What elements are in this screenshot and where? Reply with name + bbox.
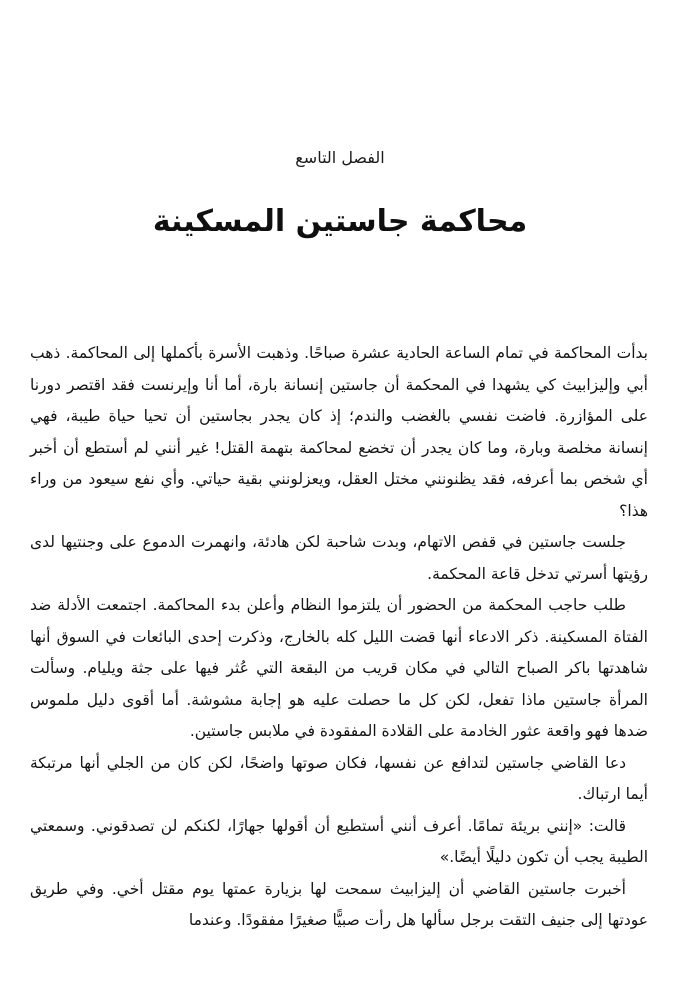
paragraph-1: بدأت المحاكمة في تمام الساعة الحادية عشرة صباحًا. وذهبت الأسرة بأكملها إلى المحاكمة. ذهب أبي وإليزابيث كي يشهدا في المحكمة أن جاستين إنسانة بارة، أما أنا وإيرنست فقد اقتصر دورنا على المؤازرة. فاضت نفسي بالغضب والندم؛ إذ كان يجدر بجاستين أن تحيا حياة طيبة، فهي إنسانة مخلصة وبارة، وما كان يجدر أن تخضع لمحاكمة بتهمة القتل! غير أنني لم أستطع أن أخبر أي شخص بما أعرفه، فقد يظنونني مختل العقل، ويعزلونني بقية حياتي. وأي نفع سيعود من وراء هذا؟ (30, 344, 648, 520)
chapter-number: الفصل التاسع (295, 148, 385, 167)
paragraph-6: أخبرت جاستين القاضي أن إليزابيث سمحت لها بزيارة عمتها يوم مقتل أخي. وفي طريق عودتها إلى جنيف التقت برجل سألها هل رأت صبيًّا صغيرًا مفقودًا. وعندما (30, 879, 648, 929)
paragraph-5: قالت: «إنني بريئة تمامًا. أعرف أنني أستطيع أن أقولها جهارًا، لكنكم لن تصدقوني. وسمعتي الطيبة يجب أن تكون دليلًا أيضًا.» (30, 816, 648, 866)
chapter-title: محاكمة جاستين المسكينة (152, 204, 528, 239)
paragraph-3: طلب حاجب المحكمة من الحضور أن يلتزموا النظام وأعلن بدء المحاكمة. اجتمعت الأدلة ضد الفتاة المسكينة. ذكر الادعاء أنها قضت الليل كله بالخارج، وذكرت إحدى البائعات في السوق أنها شاهدتها باكر الصباح التالي في مكان قريب من البقعة التي عُثر فيها على جثة ويليام. وسألت المرأة جاستين ماذا تفعل، لكن كل ما حصلت عليه هو إجابة مشوشة. أما أقوى دليل ملموس ضدها فهو واقعة عثور الخادمة على القلادة المفقودة في ملابس جاستين. (30, 596, 648, 740)
paragraph-4: دعا القاضي جاستين لتدافع عن نفسها، فكان صوتها واضحًا، لكن كان من الجلي أنها مرتبكة أيما ارتباك. (30, 753, 648, 803)
paragraph-2: جلست جاستين في قفص الاتهام، وبدت شاحبة لكن هادئة، وانهمرت الدموع على وجنتيها لدى رؤيتها أسرتي تدخل قاعة المحكمة. (30, 533, 648, 583)
chapter-body (0, 338, 680, 937)
